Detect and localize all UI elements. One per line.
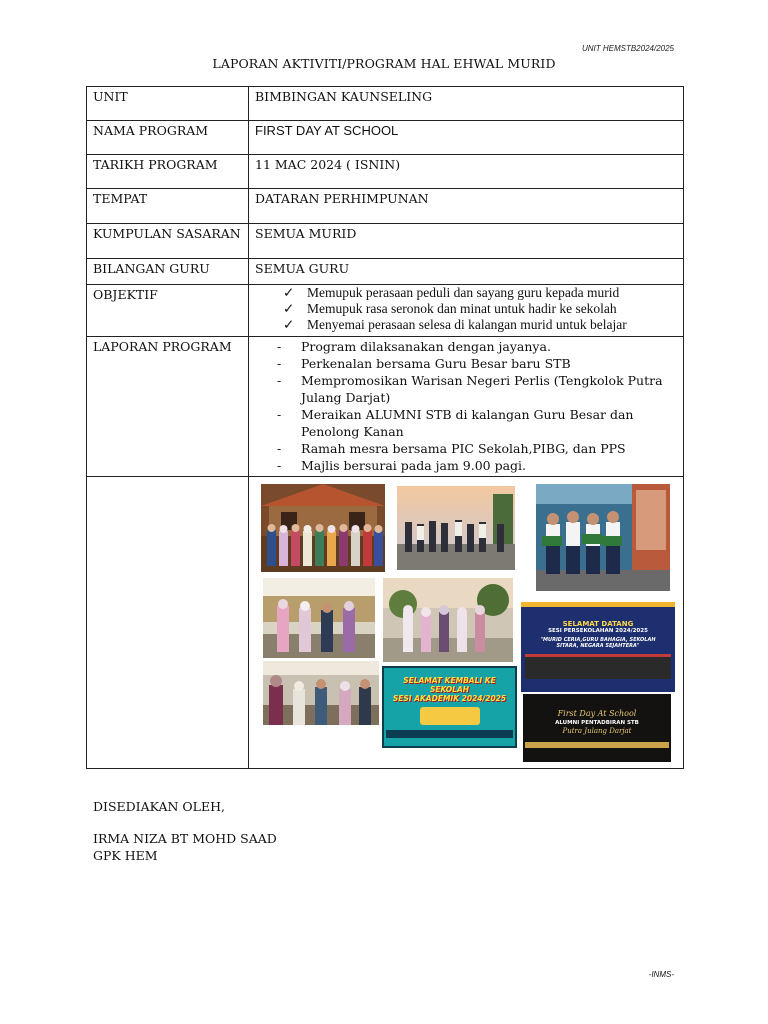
banner-1-subtitle: SESI PERSEKOLAHAN 2024/2025 — [548, 628, 648, 634]
row-kumpulan-sasaran — [87, 224, 684, 259]
label-tarikh-program: TARIKH PROGRAM — [87, 155, 249, 189]
laporan-item: - Majlis bersurai pada jam 9.00 pagi. — [277, 458, 527, 473]
document-code: UNIT HEMSTB2024/2025 — [581, 44, 674, 53]
check-icon: ✓ — [283, 285, 295, 300]
laporan-item-text: Majlis bersurai pada jam 9.00 pagi. — [301, 458, 527, 473]
photo-indoor-group — [263, 661, 379, 725]
row-unit — [87, 87, 684, 121]
row-tarikh-program — [87, 155, 684, 189]
photo-indoor-hall — [263, 578, 375, 658]
row-bilangan-guru — [87, 259, 684, 285]
banner-3-footer-strip — [525, 742, 669, 748]
objektif-item-text: Memupuk perasaan peduli dan sayang guru kepada murid — [307, 285, 620, 300]
photo-walking-outdoor — [383, 578, 513, 662]
value-kumpulan-sasaran: SEMUA MURID — [249, 224, 684, 259]
laporan-item: - Mempromosikan Warisan Negeri Perlis (Tengkolok Putra Julang Darjat) — [277, 373, 663, 405]
report-table — [86, 86, 684, 769]
preparer-position: GPK HEM — [93, 848, 158, 863]
laporan-item-text: Ramah mesra bersama PIC Sekolah,PIBG, dan PPS — [301, 441, 626, 456]
objektif-list — [255, 285, 677, 333]
check-icon: ✓ — [283, 301, 295, 316]
objektif-item — [255, 285, 677, 301]
banner-1-group-photo — [525, 654, 671, 679]
banner-2-school-graphic — [420, 707, 480, 725]
label-tempat: TEMPAT — [87, 189, 249, 224]
value-tempat: DATARAN PERHIMPUNAN — [249, 189, 684, 224]
banner-2-footer-strip — [386, 730, 513, 738]
row-nama-program — [87, 121, 684, 155]
laporan-list — [255, 338, 677, 474]
laporan-item: - Program dilaksanakan dengan jayanya. — [277, 339, 551, 354]
banner-2-title: SELAMAT KEMBALI KE SEKOLAH — [403, 676, 496, 694]
banner-selamat-datang — [521, 602, 675, 692]
photo-outdoor-group — [397, 486, 515, 570]
label-kumpulan-sasaran: KUMPULAN SASARAN — [87, 224, 249, 259]
row-tempat — [87, 189, 684, 224]
prepared-by-label: DISEDIAKAN OLEH, — [93, 799, 225, 814]
laporan-item: - Perkenalan bersama Guru Besar baru STB — [277, 356, 571, 371]
label-laporan-program: LAPORAN PROGRAM — [87, 337, 249, 477]
value-unit: BIMBINGAN KAUNSELING — [249, 87, 684, 121]
check-icon: ✓ — [283, 317, 295, 332]
photos-cell — [249, 477, 684, 769]
photo-teachers-at-house — [261, 484, 385, 572]
banner-1-motto: "MURID CERIA,GURU BAHAGIA, SEKOLAH SITARA, NEGARA SEJAHTERA" — [540, 637, 656, 649]
banner-3-caption: Putra Julang Darjat — [562, 726, 632, 735]
document-title: LAPORAN AKTIVITI/PROGRAM HAL EHWAL MURID — [212, 56, 556, 71]
label-nama-program: NAMA PROGRAM — [87, 121, 249, 155]
value-objektif — [249, 285, 684, 337]
value-tarikh-program: 11 MAC 2024 ( ISNIN) — [249, 155, 684, 189]
preparer-name: IRMA NIZA BT MOHD SAAD — [93, 831, 277, 846]
label-objektif: OBJEKTIF — [87, 285, 249, 337]
value-laporan-program — [249, 337, 684, 477]
banner-3-subtitle: ALUMNI PENTADBIRAN STB — [555, 719, 639, 726]
photo-pupils-with-cards — [536, 484, 670, 591]
laporan-item-text: Mempromosikan Warisan Negeri Perlis (Tengkolok Putra Julang Darjat) — [301, 373, 663, 405]
photo-collage — [249, 477, 683, 765]
label-bilangan-guru: BILANGAN GURU — [87, 259, 249, 285]
photos-empty-cell — [87, 477, 249, 769]
banner-2-subtitle: SESI AKADEMIK 2024/2025 — [392, 694, 507, 703]
objektif-item — [255, 301, 677, 317]
row-objektif — [87, 285, 684, 337]
footer-code: -INMS- — [648, 970, 674, 979]
objektif-item-text: Menyemai perasaan selesa di kalangan murid untuk belajar — [307, 317, 627, 332]
banner-1-title: SELAMAT DATANG — [562, 620, 634, 628]
laporan-item: - Ramah mesra bersama PIC Sekolah,PIBG, dan PPS — [277, 441, 626, 456]
label-unit: UNIT — [87, 87, 249, 121]
objektif-item — [255, 317, 677, 333]
value-nama-program: FIRST DAY AT SCHOOL — [249, 121, 684, 155]
laporan-item: - Meraikan ALUMNI STB di kalangan Guru Besar dan Penolong Kanan — [277, 407, 634, 439]
row-laporan-program — [87, 337, 684, 477]
laporan-item-text: Meraikan ALUMNI STB di kalangan Guru Besar dan Penolong Kanan — [301, 407, 634, 439]
banner-3-title: First Day At School — [557, 708, 637, 718]
value-bilangan-guru: SEMUA GURU — [249, 259, 684, 285]
banner-first-day-at-school — [523, 694, 671, 762]
row-photos — [87, 477, 684, 769]
objektif-item-text: Memupuk rasa seronok dan minat untuk hadir ke sekolah — [307, 301, 617, 316]
laporan-item-text: Program dilaksanakan dengan jayanya. — [301, 339, 551, 354]
laporan-item-text: Perkenalan bersama Guru Besar baru STB — [301, 356, 571, 371]
banner-selamat-kembali — [382, 666, 517, 748]
